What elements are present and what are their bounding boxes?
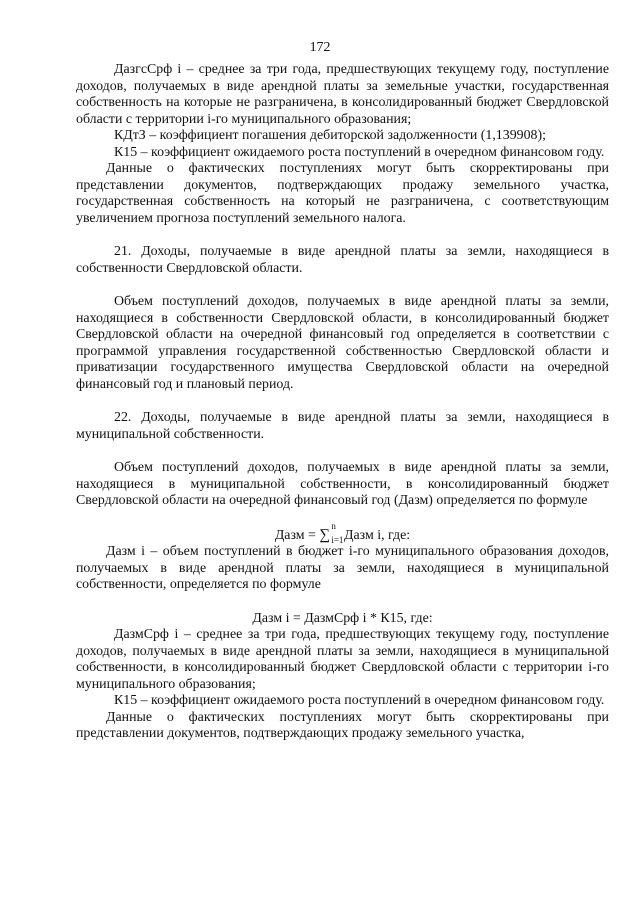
paragraph-definition-dazgssrf: ДазгсСрф i – среднее за три года, предшествующих текущему году, поступление доходов, получаемых в виде арендной платы за земельные участки, государственная собственность на которые не разграничена, в консолидированный бюджет Свердловской области с территории i-го муниципального образования; bbox=[76, 62, 609, 127]
sigma-glyph: ∑ bbox=[319, 526, 331, 543]
formula-dazm-i: Дазм i = ДазмСрф i * К15, где: bbox=[252, 610, 433, 626]
formula-rhs: Дазм i, где: bbox=[344, 527, 411, 543]
paragraph-section-22-body: Объем поступлений доходов, получаемых в виде арендной платы за земли, находящиеся в муниципальной собственности, в консолидированный бюджет Свердловской области на очередной финансовый год (Дазм) определяется по формуле bbox=[76, 460, 609, 508]
sum-lower-limit: i=1 bbox=[331, 534, 344, 545]
formula-dazm-sum bbox=[76, 520, 609, 545]
section-heading-21: 21. Доходы, получаемые в виде арендной платы за земли, находящиеся в собственности Свердловской области. bbox=[76, 244, 609, 276]
summation-symbol bbox=[319, 520, 344, 545]
formula-lhs: Дазм = bbox=[274, 527, 320, 543]
paragraph-definition-k15: К15 – коэффициент ожидаемого роста поступлений в очередном финансовом году. bbox=[114, 144, 605, 160]
section-heading-22: 22. Доходы, получаемые в виде арендной платы за земли, находящиеся в муниципальной собственности. bbox=[76, 410, 609, 442]
paragraph-note-adjustment-second: Данные о фактических поступлениях могут быть скорректированы при представлении документов, подтверждающих продажу земельного участка, bbox=[76, 709, 609, 741]
paragraph-definition-dazm-i: Дазм i – объем поступлений в бюджет i-го муниципального образования доходов, получаемых в виде арендной платы за земли, находящиеся в муниципальной собственности, определяется по формуле bbox=[76, 544, 609, 592]
paragraph-definition-k15-second: К15 – коэффициент ожидаемого роста поступлений в очередном финансовом году. bbox=[114, 693, 605, 708]
paragraph-section-21-body: Объем поступлений доходов, получаемых в виде арендной платы за земли, находящиеся в собственности Свердловской области, в консолидированный бюджет Свердловской области на очередной финансовый год определяется в соответствии с программой управления государственной собственностью Свердловской области и приватизации государственного имущества Свердловской области на очередной финансовый год и плановый период. bbox=[76, 294, 609, 392]
sum-upper-limit: n bbox=[331, 520, 336, 531]
paragraph-definition-kdtz: КДтЗ – коэффициент погашения дебиторской задолженности (1,139908); bbox=[114, 128, 546, 143]
paragraph-note-adjustment: Данные о фактических поступлениях могут быть скорректированы при представлении документов, подтверждающих продажу земельного участка, государственная собственность на который не разграничена, с соответствующим увеличением прогноза поступлений земельного налога. bbox=[76, 161, 609, 226]
paragraph-definition-dazmsrf: ДазмСрф i – среднее за три года, предшествующих текущему году, поступление доходов, получаемых в виде арендной платы за земли, находящиеся в муниципальной собственности, в консолидированный бюджет Свердловской области с территории i-го муниципального образования; bbox=[76, 627, 609, 692]
document-body bbox=[76, 62, 609, 743]
page-number: 172 bbox=[309, 40, 331, 55]
